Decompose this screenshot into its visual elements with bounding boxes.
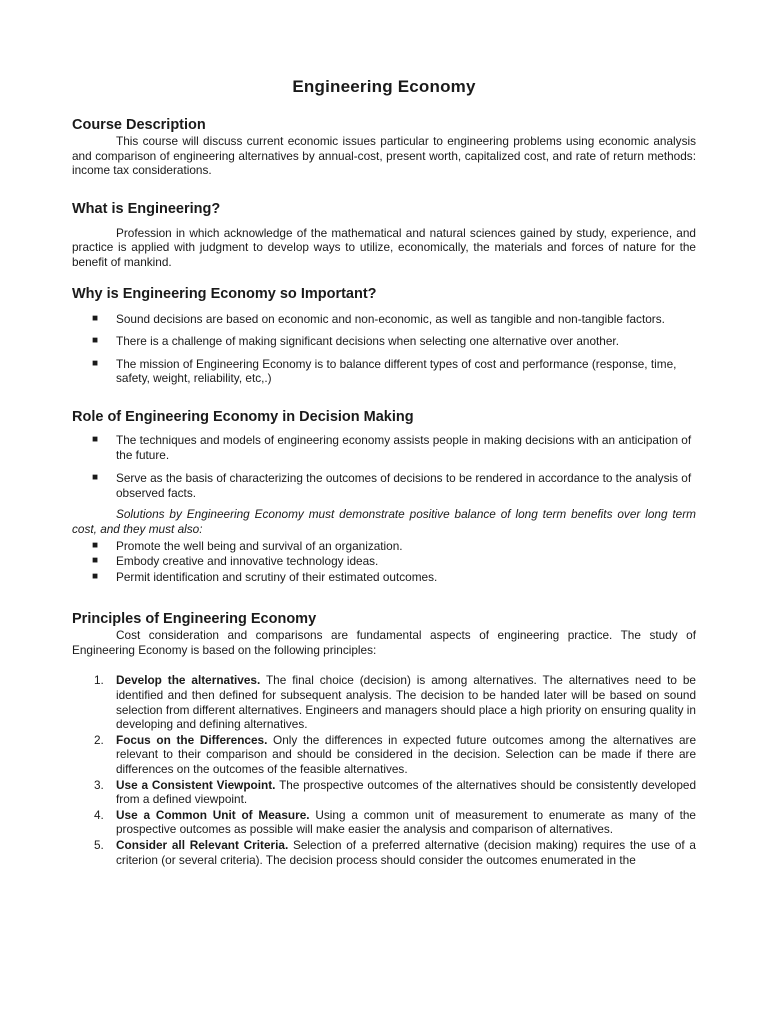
why-important-list xyxy=(72,312,696,386)
list-item xyxy=(72,471,696,500)
list-item xyxy=(72,433,696,462)
course-description-section xyxy=(72,116,696,178)
square-bullet-icon: ■ xyxy=(92,539,99,551)
what-is-engineering-text: Profession in which acknowledge of the mathematical and natural sciences gained by study, experience, and practice is applied with judgment to develop ways to utilize, economically, the materials and forces of nature for the benefit of mankind. xyxy=(72,225,696,269)
principle-title: Focus on the Differences. xyxy=(116,732,268,747)
list-item xyxy=(72,554,696,569)
principles-list xyxy=(72,673,696,867)
list-item xyxy=(72,334,696,349)
principle-item xyxy=(72,778,696,807)
square-bullet-icon: ■ xyxy=(92,312,99,324)
principle-number: 1. xyxy=(94,673,104,688)
list-item-text: Embody creative and innovative technology ideas. xyxy=(116,554,379,569)
role-section xyxy=(72,408,696,584)
document-title: Engineering Economy xyxy=(292,77,476,96)
square-bullet-icon: ■ xyxy=(92,357,99,369)
list-item-text: Serve as the basis of characterizing the outcomes of decisions to be rendered in accordance to the analysis of observed facts. xyxy=(116,471,692,500)
principle-number: 3. xyxy=(94,777,104,792)
why-important-heading: Why is Engineering Economy so Important? xyxy=(72,285,377,302)
list-item-text: The mission of Engineering Economy is to balance different types of cost and performance (response, time, safety, weight, reliability, etc,.) xyxy=(116,356,677,386)
principle-text: Selection of a preferred alternative (decision making) requires the use of a criterion (or several criteria). The decision process should consider the outcomes enumerated in the xyxy=(116,838,696,867)
principle-item xyxy=(72,673,696,731)
course-description-text: This course will discuss current economic issues particular to engineering problems using economic analysis and comparison of engineering alternatives by annual-cost, present worth, capitalized cost, and rate of return methods: income tax considerations. xyxy=(72,134,696,178)
principle-title: Use a Consistent Viewpoint. xyxy=(116,777,276,792)
list-item-text: The techniques and models of engineering economy assists people in making decisions with an anticipation of the future. xyxy=(116,432,692,462)
list-item xyxy=(72,570,696,585)
principle-text: The prospective outcomes of the alternatives should be consistently developed from a defined viewpoint. xyxy=(116,777,697,807)
role-heading: Role of Engineering Economy in Decision Making xyxy=(72,408,414,425)
role-sub-list xyxy=(72,539,696,585)
list-item-text: Promote the well being and survival of an organization. xyxy=(116,538,403,553)
principle-item xyxy=(72,808,696,837)
principle-number: 4. xyxy=(94,807,104,822)
principle-title: Develop the alternatives. xyxy=(116,673,261,688)
principle-text: The final choice (decision) is among alternatives. The alternatives need to be identified and then defined for subsequent analysis. The decision to be handed later will be based on sound selection from different alternatives. Engineers and managers should place a high priority on ensuring quality in developing and defining alternatives. xyxy=(116,673,696,732)
square-bullet-icon: ■ xyxy=(92,555,99,567)
what-is-engineering-section xyxy=(72,200,696,270)
principles-section xyxy=(72,610,696,867)
why-important-section xyxy=(72,285,696,386)
square-bullet-icon: ■ xyxy=(92,570,99,582)
list-item-text: Sound decisions are based on economic and non-economic, as well as tangible and non-tangible factors. xyxy=(116,311,665,326)
principle-number: 2. xyxy=(94,732,104,747)
square-bullet-icon: ■ xyxy=(92,433,99,445)
role-italic-text: Solutions by Engineering Economy must demonstrate positive balance of long term benefits over long term cost, and they must also: xyxy=(72,507,696,536)
list-item xyxy=(72,357,696,386)
list-item xyxy=(72,539,696,554)
principle-item xyxy=(72,733,696,777)
what-is-engineering-heading: What is Engineering? xyxy=(72,200,221,217)
role-list xyxy=(72,433,696,500)
principle-title: Use a Common Unit of Measure. xyxy=(116,807,310,822)
course-description-heading: Course Description xyxy=(72,117,206,133)
principle-title: Consider all Relevant Criteria. xyxy=(116,838,289,852)
principles-intro: Cost consideration and comparisons are fundamental aspects of engineering practice. The study of Engineering Economy is based on the following principles: xyxy=(72,628,696,657)
principle-number: 5. xyxy=(94,838,104,852)
square-bullet-icon: ■ xyxy=(92,472,99,484)
document-page xyxy=(72,74,696,867)
list-item xyxy=(72,312,696,327)
list-item-text: Permit identification and scrutiny of their estimated outcomes. xyxy=(116,569,438,584)
principle-text: Using a common unit of measurement to enumerate as many of the prospective outcomes as possible will make easier the analysis and comparison of alternatives. xyxy=(116,807,696,837)
square-bullet-icon: ■ xyxy=(92,335,99,347)
principles-heading: Principles of Engineering Economy xyxy=(72,611,317,628)
principle-text: Only the differences in expected future outcomes among the alternatives are relevant to their comparison and should be considered in the decision. Selection can be made if there are differences on the outcomes of the feasible alternatives. xyxy=(116,732,697,777)
list-item-text: There is a challenge of making significant decisions when selecting one alternative over another. xyxy=(116,334,619,349)
principle-item xyxy=(72,838,696,867)
